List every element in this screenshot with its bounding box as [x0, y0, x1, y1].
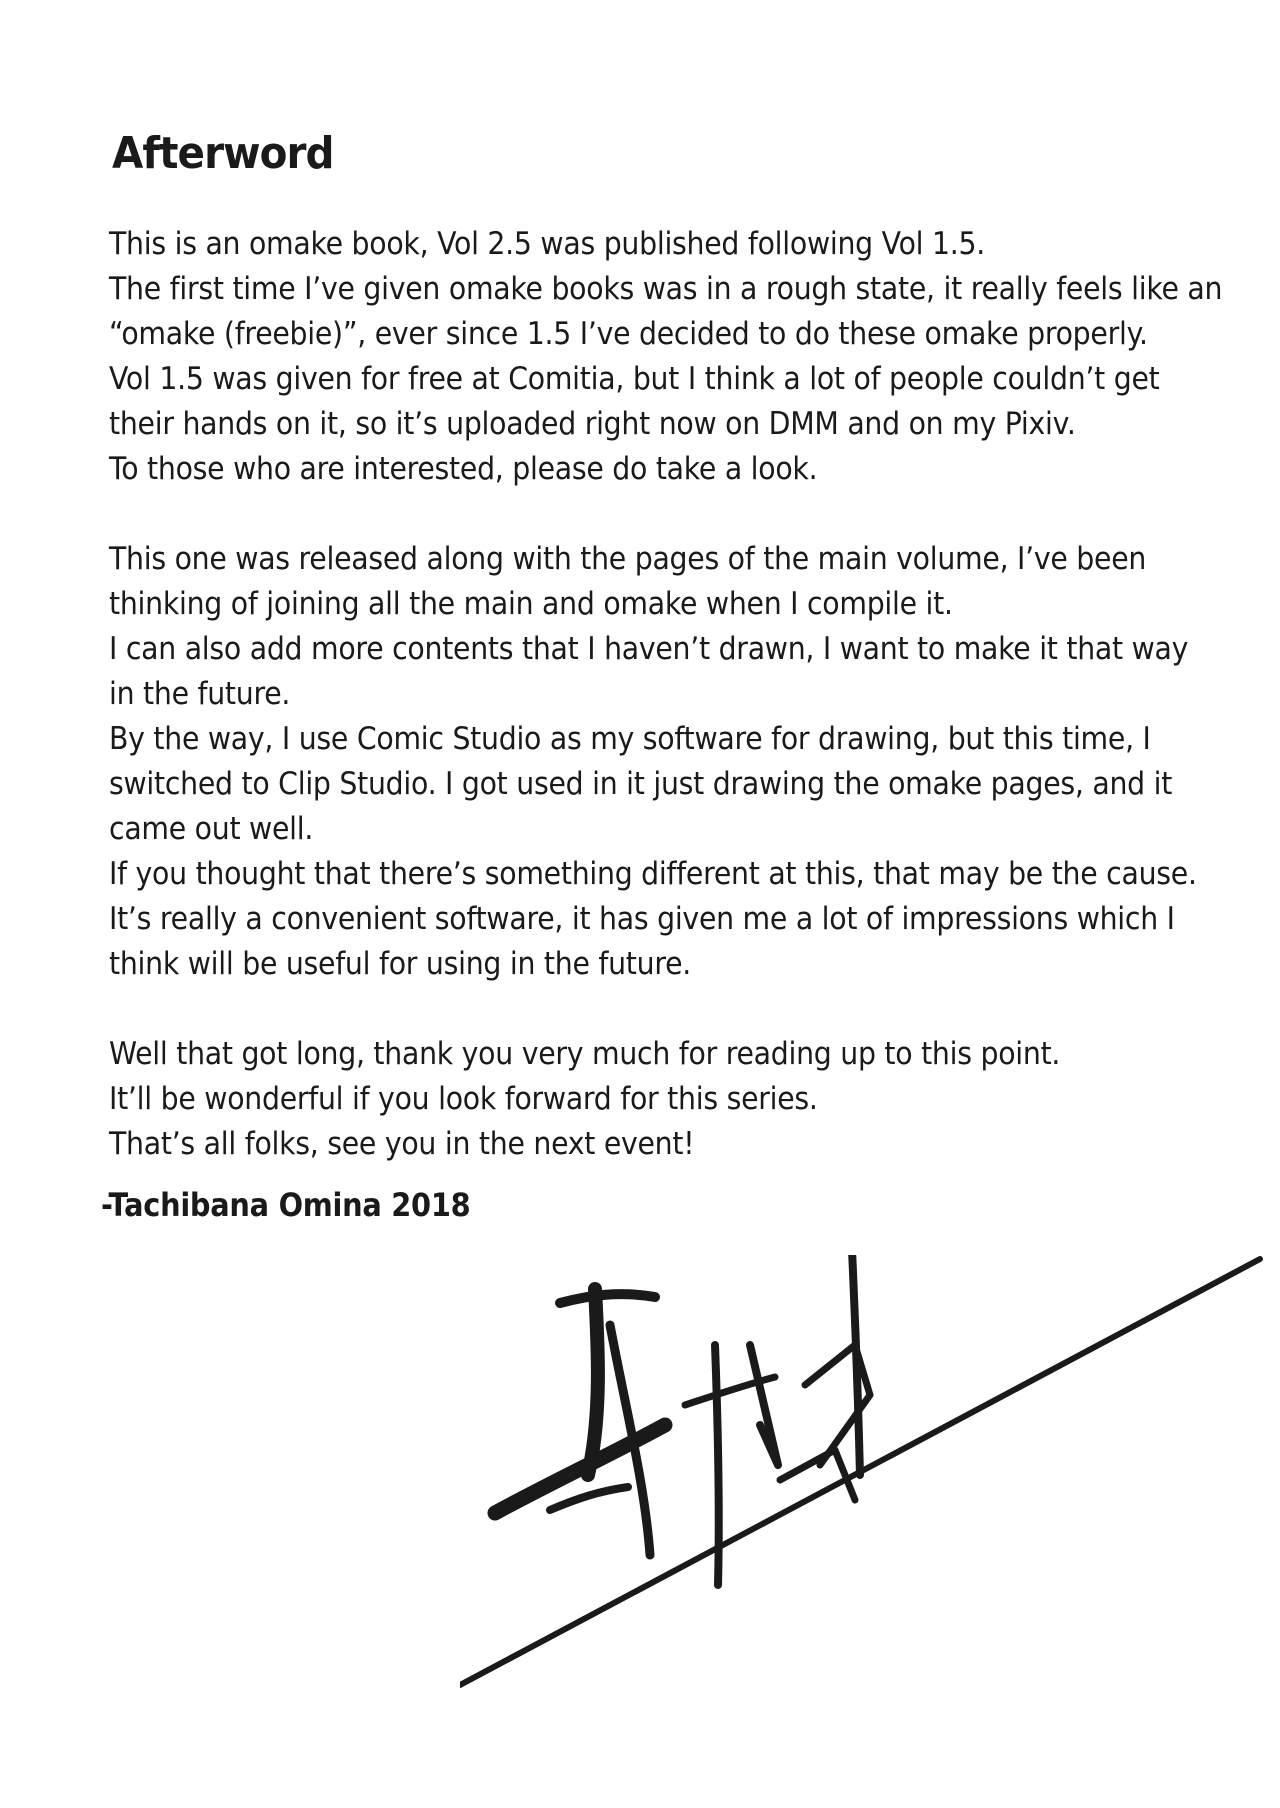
author-signoff: -Tachibana Omina 2018 [101, 1186, 471, 1224]
afterword-body [101, 222, 1269, 1228]
text-line: This one was released along with the pages of the main volume, I’ve been [109, 541, 1147, 577]
signature-stroke [715, 1345, 719, 1585]
page-title: Afterword [112, 128, 334, 179]
text-line: By the way, I use Comic Studio as my software for drawing, but this time, I [109, 721, 1151, 757]
paragraph-2 [109, 537, 1269, 987]
signature-stroke [588, 1289, 598, 1475]
paragraph-1 [109, 222, 1269, 492]
text-line: The first time I’ve given omake books was in a rough state, it really feels like an [109, 271, 1223, 307]
text-line: It’ll be wonderful if you look forward for this series. [109, 1081, 818, 1117]
text-line: their hands on it, so it’s uploaded right now on DMM and on my Pixiv. [109, 406, 1076, 442]
text-line: It’s really a convenient software, it has given me a lot of impressions which I [109, 901, 1175, 937]
signature-stroke [560, 1294, 655, 1303]
signature-stroke [750, 1345, 778, 1465]
text-line: Well that got long, thank you very much for reading up to this point. [109, 1036, 1061, 1072]
text-line: think will be useful for using in the future. [109, 946, 692, 982]
signoff-spacer [109, 1167, 1269, 1183]
text-line: If you thought that there’s something different at this, that may be the cause. [109, 856, 1197, 892]
text-line: “omake (freebie)”, ever since 1.5 I’ve decided to do these omake properly. [109, 316, 1148, 352]
text-line: came out well. [109, 811, 314, 847]
paragraph-spacer [109, 492, 1269, 537]
text-line: in the future. [109, 676, 291, 712]
text-line: Vol 1.5 was given for free at Comitia, but I think a lot of people couldn’t get [109, 361, 1160, 397]
handwritten-signature [460, 1255, 1280, 1695]
paragraph-3 [109, 1032, 1269, 1167]
text-line: thinking of joining all the main and omake when I compile it. [109, 586, 953, 622]
signature-stroke [550, 1487, 628, 1510]
paragraph-spacer [109, 987, 1269, 1032]
text-line: That’s all folks, see you in the next event! [109, 1126, 695, 1162]
signature-stroke [852, 1255, 860, 1475]
text-line: To those who are interested, please do take a look. [109, 451, 818, 487]
text-line: I can also add more contents that I haven’t drawn, I want to make it that way [109, 631, 1189, 667]
text-line: switched to Clip Studio. I got used in it just drawing the omake pages, and it [109, 766, 1173, 802]
text-line: This is an omake book, Vol 2.5 was published following Vol 1.5. [109, 226, 986, 262]
